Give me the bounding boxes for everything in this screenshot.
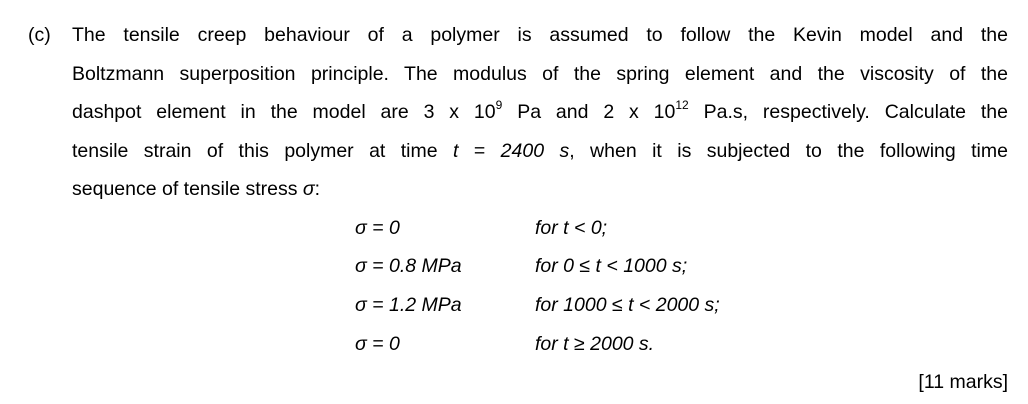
question-text-line-4: tensile strain of this polymer at time t = 2400 s, when it is subjected to the following time xyxy=(72,140,1008,162)
exponent-modulus: 9 xyxy=(495,97,503,112)
sigma-symbol: σ xyxy=(302,178,315,200)
question-label: (c) xyxy=(28,24,51,46)
stress-value: σ = 1.2 MPa xyxy=(355,294,462,316)
question-text-line-3: dashpot element in the model are 3 x $10^9$ Pa and 2 x $10^{12}$ Pa.s, respectively. Calculate the xyxy=(72,97,1008,123)
stress-value: σ = 0 xyxy=(355,333,400,355)
stress-condition: for t ≥ 2000 s. xyxy=(535,333,655,355)
question-text-line-2: Boltzmann superposition principle. The modulus of the spring element and the viscosity of the xyxy=(72,63,1008,85)
stress-condition: for 1000 ≤ t < 2000 s; xyxy=(535,294,720,316)
stress-value: σ = 0.8 MPa xyxy=(355,255,462,277)
stress-condition: for 0 ≤ t < 1000 s; xyxy=(535,255,688,277)
stress-condition: for t < 0; xyxy=(535,217,608,239)
question-text-line-1: The tensile creep behaviour of a polymer is assumed to follow the Kevin model and the xyxy=(72,24,1008,46)
exponent-viscosity: 12 xyxy=(675,97,689,112)
time-value: 2400 s xyxy=(500,140,570,162)
marks-label: [11 marks] xyxy=(918,371,1008,393)
stress-value: σ = 0 xyxy=(355,217,400,239)
question-text-line-5: sequence of tensile stress σ: xyxy=(72,178,321,200)
time-symbol: t xyxy=(453,140,459,162)
